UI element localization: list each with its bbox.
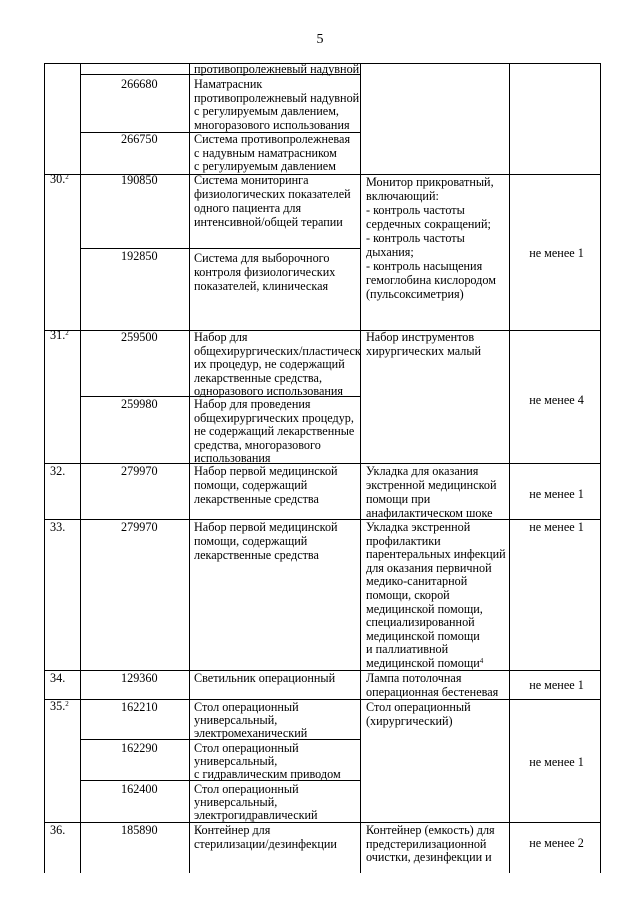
desc-line: Контейнер (емкость) для: [366, 823, 495, 837]
quantity: не менее 1: [529, 246, 584, 260]
desc-line: операционная бестеневая: [366, 684, 499, 699]
row-number: 30.$^2$: [50, 172, 69, 186]
name-line: универсальный,: [194, 713, 278, 727]
name-line: Стол операционный: [194, 741, 299, 755]
code: 190850: [121, 173, 158, 187]
quantity: не менее 1: [529, 755, 584, 769]
desc-line: экстренной медицинской: [366, 478, 497, 492]
code: 129360: [121, 671, 158, 685]
name-line: электрогидравлический: [194, 808, 318, 822]
desc-line: Набор инструментов: [366, 330, 475, 344]
desc-line: Лампа потолочная: [366, 671, 462, 685]
name-line: с регулируемым давлением,: [194, 104, 339, 119]
name-line: Стол операционный: [194, 700, 299, 714]
name-line: Набор первой медицинской: [194, 520, 338, 534]
code: 185890: [121, 823, 158, 837]
name-line: универсальный,: [194, 754, 278, 768]
desc-line: для оказания первичной: [366, 560, 492, 575]
code: 259500: [121, 330, 158, 344]
desc-line: медицинской помощи$^4$: [366, 656, 484, 670]
desc-line: Укладка для оказания: [366, 464, 479, 478]
name-line: лекарственные средства,: [194, 370, 322, 385]
quantity: не менее 4: [529, 393, 584, 407]
code: 162400: [121, 782, 158, 796]
name-line: Контейнер для: [194, 823, 271, 837]
name-line: с надувным наматрасником: [194, 145, 337, 160]
code: 266680: [121, 77, 158, 91]
name-line: с гидравлическим приводом: [194, 767, 341, 781]
name-line: использования: [194, 451, 271, 465]
name-line: одного пациента для: [194, 201, 302, 215]
name-line: Набор для проведения: [194, 397, 311, 411]
code: 279970: [121, 464, 158, 478]
desc-line: - контроль частоты: [366, 231, 465, 245]
name-line: лекарственные средства: [194, 492, 319, 506]
desc-line: медико-санитарной: [366, 574, 468, 589]
row-number: 36.: [50, 823, 66, 837]
desc-line: помощи, скорой: [366, 588, 450, 602]
name-line: Наматрасник: [194, 77, 263, 91]
desc-line: медицинской помощи,: [366, 601, 483, 616]
desc-line: гемоглобина кислородом: [366, 273, 496, 287]
name-line: средства, многоразового: [194, 437, 321, 452]
code: 259980: [121, 397, 158, 411]
name-line: показателей, клиническая: [194, 279, 329, 293]
desc-line: дыхания;: [366, 245, 414, 259]
name-line: многоразового использования: [194, 117, 350, 132]
desc-line: предстерилизационной: [366, 836, 487, 851]
desc-line: Монитор прикроватный,: [366, 175, 494, 189]
name-line: Система для выборочного: [194, 251, 330, 265]
code: 162290: [121, 741, 158, 755]
desc-line: анафилактическом шоке: [366, 506, 493, 520]
code: 162210: [121, 700, 158, 714]
desc-line: профилактики: [366, 533, 441, 548]
name-line: помощи, содержащий: [194, 478, 308, 492]
desc-line: включающий:: [366, 189, 439, 203]
name-line: с регулируемым давлением: [194, 159, 336, 174]
name-line: интенсивной/общей терапии: [194, 215, 343, 229]
name-line: физиологических показателей: [194, 187, 351, 201]
desc-line: помощи при: [366, 492, 431, 506]
name-line: противопролежневый надувной: [194, 90, 360, 105]
quantity: не менее 1: [529, 678, 584, 692]
name-line: контроля физиологических: [194, 265, 336, 279]
name-line: электромеханический: [194, 726, 308, 740]
name-line: стерилизации/дезинфекции: [194, 836, 337, 851]
row-number: 33.: [50, 520, 66, 534]
row-number: 32.: [50, 464, 66, 478]
desc-line: Стол операционный: [366, 700, 471, 714]
desc-line: - контроль насыщения: [366, 259, 483, 273]
name-line: Набор для: [194, 330, 248, 344]
quantity: не менее 1: [529, 487, 584, 501]
name-line: помощи, содержащий: [194, 534, 308, 548]
name-line: общехирургических/пластическ: [194, 343, 361, 358]
desc-line: хирургических малый: [366, 344, 482, 358]
code: 266750: [121, 132, 158, 146]
name-line: не содержащий лекарственные: [194, 424, 355, 438]
page-number: 5: [316, 32, 324, 47]
quantity: не менее 1: [529, 520, 584, 534]
row-number: 34.: [50, 671, 66, 685]
name-line: Система мониторинга: [194, 173, 309, 187]
code: 192850: [121, 249, 158, 263]
equipment-table: [44, 63, 601, 873]
desc-line: медицинской помощи: [366, 628, 480, 643]
name-line: противопролежневый надувной: [194, 62, 360, 76]
desc-line: и паллиативной: [366, 642, 449, 657]
name-line: Стол операционный: [194, 782, 299, 796]
desc-line: парентеральных инфекций: [366, 547, 506, 562]
name-line: лекарственные средства: [194, 548, 319, 562]
name-line: Набор первой медицинской: [194, 464, 338, 478]
name-line: универсальный,: [194, 795, 278, 809]
desc-line: - контроль частоты: [366, 203, 465, 217]
desc-line: сердечных сокращений;: [366, 217, 491, 231]
name-line: общехирургических процедур,: [194, 410, 354, 425]
desc-line: (хирургический): [366, 713, 453, 728]
row-number: 31.$^2$: [50, 328, 69, 342]
desc-line: очистки, дезинфекции и: [366, 850, 492, 865]
name-line: Светильник операционный: [194, 671, 336, 685]
desc-line: Укладка экстренной: [366, 520, 471, 534]
code: 279970: [121, 520, 158, 534]
desc-line: (пульсоксиметрия): [366, 287, 464, 301]
quantity: не менее 2: [529, 836, 584, 850]
name-line: их процедур, не содержащий: [194, 357, 345, 371]
desc-line: специализированной: [366, 615, 475, 630]
row-number: 35.$^2$: [50, 699, 69, 713]
name-line: Система противопролежневая: [194, 132, 351, 146]
name-line: одноразового использования: [194, 384, 344, 398]
